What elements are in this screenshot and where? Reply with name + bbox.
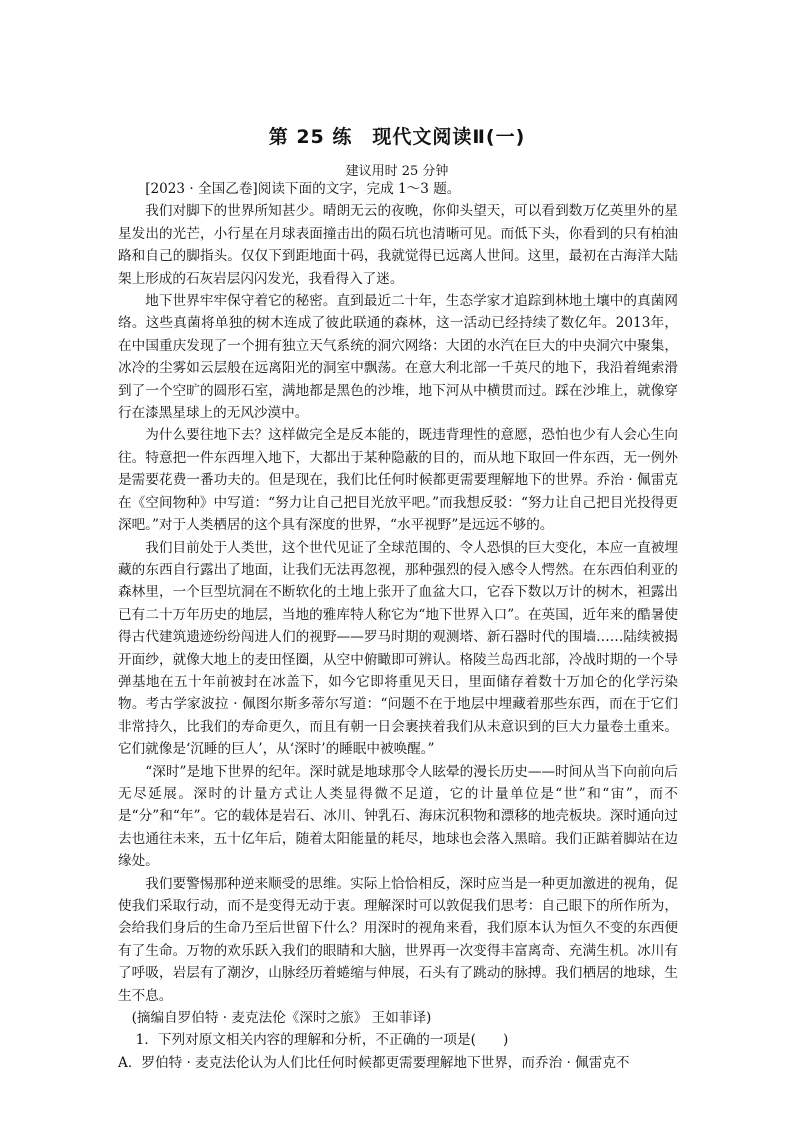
page-title: 第 25 练 现代文阅读Ⅱ(一) [268, 126, 526, 148]
paragraph: 为什么要往地下去？这样做完全是反本能的，既违背理性的意愿，恐怕也少有人会心生向往。特意把一件东西埋入地下，大都出于某种隐蔽的目的，而从地下取回一件东西，无一例外是需要花费一番功夫的。但是现在，我们比任何时候都更需要理解地下的世界。乔治 · 佩雷克在《空间物种》中写道：“努力让自己把目光放平吧。”而我想反驳：“努力让自己把目光投得更深吧。”对于人类栖居的这个具有深度的世界，“水平视野”是远远不够的。 [118, 427, 678, 534]
passage-body [118, 178, 678, 1074]
paragraph: 我们要警惕那种逆来顺受的思维。实际上恰恰相反，深时应当是一种更加激进的视角，促使我们采取行动，而不是变得无动于衷。理解深时可以敦促我们思考：自己眼下的所作所为，会给我们身后的生命乃至后世留下什么？用深时的视角来看，我们原本认为恒久不变的东西便有了生命。万物的欢乐跃入我们的眼睛和大脑，世界再一次变得丰富离奇、充满生机。冰川有了呼吸，岩层有了潮汐，山脉经历着蜷缩与伸展，石头有了跳动的脉搏。我们栖居的地球，生生不息。 [118, 875, 678, 1004]
question-1: 1．下列对原文相关内容的理解和分析，不正确的一项是( ) [135, 1032, 509, 1049]
attribution: (摘编自罗伯特 · 麦克法伦《深时之旅》 王如菲译) [131, 1010, 432, 1027]
paragraph: 我们对脚下的世界所知甚少。晴朗无云的夜晚，你仰头望天，可以看到数万亿英里外的星星发出的光芒，小行星在月球表面撞击出的陨石坑也清晰可见。而低下头，你看到的只有柏油路和自己的脚指头。仅仅下到距地面十码，我就觉得已远离人世间。这里，最初在古海洋大陆架上形成的石灰岩层闪闪发光，我看得入了迷。 [118, 203, 678, 287]
paragraph: “深时”是地下世界的纪年。深时就是地球那令人眩晕的漫长历史——时间从当下向前向后无尽延展。深时的计量方式让人类显得微不足道，它的计量单位是“世”和“宙”，而不是“分”和“年”。它的载体是岩石、冰川、钟乳石、海床沉积物和漂移的地壳板块。深时通向过去也通往未来，五十亿年后，随着太阳能量的耗尽，地球也会落入黑暗。我们正踮着脚站在边缘处。 [118, 763, 678, 870]
option-a: A．罗伯特 · 麦克法伦认为人们比任何时候都更需要理解地下世界，而乔治 · 佩雷克不 [118, 1054, 630, 1071]
paragraph: 我们目前处于人类世，这个世代见证了全球范围的、令人恐惧的巨大变化，本应一直被埋藏的东西自行露出了地面，让我们无法再忽视，那种强烈的侵入感令人愕然。在东西伯利亚的森林里，一个巨型坑洞在不断软化的土地上张开了血盆大口，它吞下数以万计的树木，袒露出已有二十万年历史的地层，当地的雅库特人称它为“地下世界入口”。在英国，近年来的酷暑使得古代建筑遗迹纷纷闯进人们的视野——罗马时期的观测塔、新石器时代的围墙……陆续被揭开面纱，就像大地上的麦田怪圈，从空中俯瞰即可辨认。格陵兰岛西北部，冷战时期的一个导弹基地在五十年前被封在冰盖下，如今它即将重见天日，里面储存着数十万加仑的化学污染物。考古学家波拉 · 佩图尔斯多蒂尔写道：“问题不在于地层中埋藏着那些东西，而在于它们非常持久，比我们的寿命更久，而且有朝一日会裹挟着我们从未意识到的巨大力量卷土重来。它们就像是‘沉睡的巨人’，从‘深时’的睡眠中被唤醒。” [118, 539, 678, 758]
paragraph: 地下世界牢牢保守着它的秘密。直到最近二十年，生态学家才追踪到林地土壤中的真菌网络。这些真菌将单独的树木连成了彼此联通的森林，这一活动已经持续了数亿年。2013年，在中国重庆发现了一个拥有独立天气系统的洞穴网络：大团的水汽在巨大的中央洞穴中聚集，冰冷的尘雾如云层般在远离阳光的洞室中飘荡。在意大利北部一千英尺的地下，我沿着绳索滑到了一个空旷的圆形石室，满地都是黑色的沙堆，地下河从中横贯而过。踩在沙堆上，就像穿行在漆黑星球上的无风沙漠中。 [118, 293, 678, 422]
suggested-time: 建议用时 25 分钟 [345, 164, 449, 179]
source-line: [2023 · 全国乙卷]阅读下面的文字，完成 1～3 题。 [145, 181, 461, 197]
